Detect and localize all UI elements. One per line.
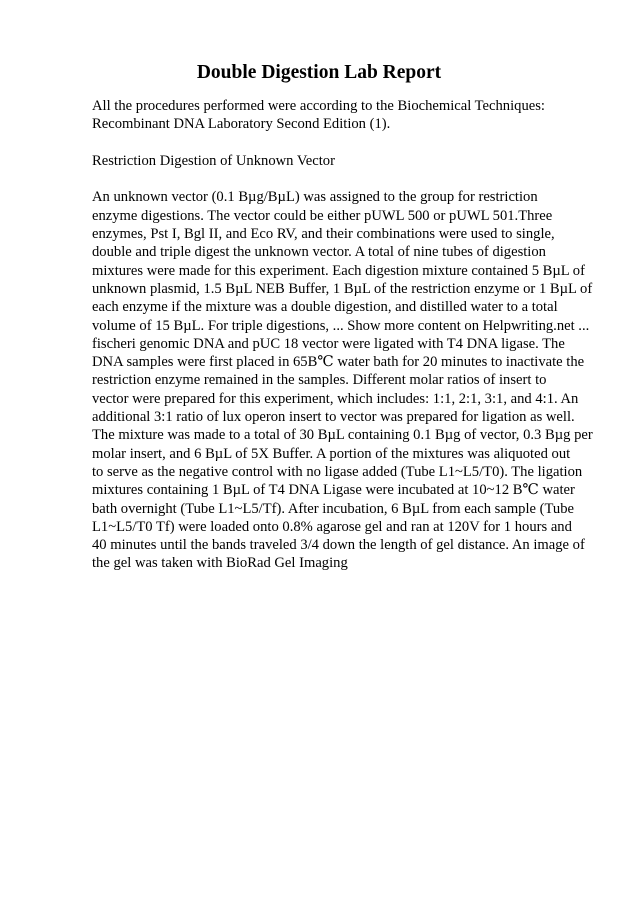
text-line: unknown plasmid, 1.5 BµL NEB Buffer, 1 BµL of the restriction enzyme or 1 BµL of [92, 280, 593, 297]
text-line: enzymes, Pst I, Bgl II, and Eco RV, and their combinations were used to single, [92, 226, 555, 243]
text-line: restriction enzyme remained in the samples. Different molar ratios of insert to [92, 372, 547, 389]
text-line: double and triple digest the unknown vector. A total of nine tubes of digestion [92, 244, 546, 261]
text-line: All the procedures performed were according to the Biochemical Techniques: [92, 98, 545, 114]
paragraph [92, 188, 612, 572]
text-line: mixtures were made for this experiment. Each digestion mixture contained 5 BµL of [92, 262, 585, 279]
text-line: molar insert, and 6 BµL of 5X Buffer. A portion of the mixtures was aliquoted out [92, 445, 571, 462]
text-line: Restriction Digestion of Unknown Vector [92, 152, 335, 169]
text-line: bath overnight (Tube L1~L5/Tf). After incubation, 6 BµL from each sample (Tube [92, 500, 574, 517]
text-line: An unknown vector (0.1 Bµg/BµL) was assigned to the group for restriction [92, 189, 538, 206]
text-line: each enzyme if the mixture was a double digestion, and distilled water to a total [92, 299, 558, 316]
text-line: enzyme digestions. The vector could be either pUWL 500 or pUWL 501.Three [92, 207, 553, 224]
text-line: additional 3:1 ratio of lux operon insert to vector was prepared for ligation as well. [92, 409, 575, 426]
text-line: the gel was taken with BioRad Gel Imaging [92, 555, 348, 572]
paragraph [92, 97, 612, 134]
text-line: Recombinant DNA Laboratory Second Edition (1). [92, 116, 391, 133]
text-line: to serve as the negative control with no ligase added (Tube L1~L5/T0). The ligation [92, 463, 583, 480]
text-line: L1~L5/T0 Tf) were loaded onto 0.8% agarose gel and ran at 120V for 1 hours and [92, 518, 572, 535]
text-line: The mixture was made to a total of 30 BµL containing 0.1 Bµg of vector, 0.3 Bµg per [92, 427, 593, 444]
text-line: DNA samples were first placed in 65B℃ water bath for 20 minutes to inactivate the [92, 354, 585, 371]
text-line: 40 minutes until the bands traveled 3/4 down the length of gel distance. An image of [92, 537, 585, 554]
text-line: fischeri genomic DNA and pUC 18 vector were ligated with T4 DNA ligase. The [92, 335, 565, 352]
document-body [92, 97, 612, 591]
paragraph [92, 152, 612, 170]
text-line: vector were prepared for this experiment, which includes: 1:1, 2:1, 3:1, and 4:1. An [92, 390, 579, 407]
document-title: Double Digestion Lab Report [196, 62, 442, 83]
text-line: mixtures containing 1 BµL of T4 DNA Ligase were incubated at 10~12 B℃ water [92, 482, 575, 499]
text-line: volume of 15 BµL. For triple digestions, ... Show more content on Helpwriting.net ... [92, 317, 590, 334]
